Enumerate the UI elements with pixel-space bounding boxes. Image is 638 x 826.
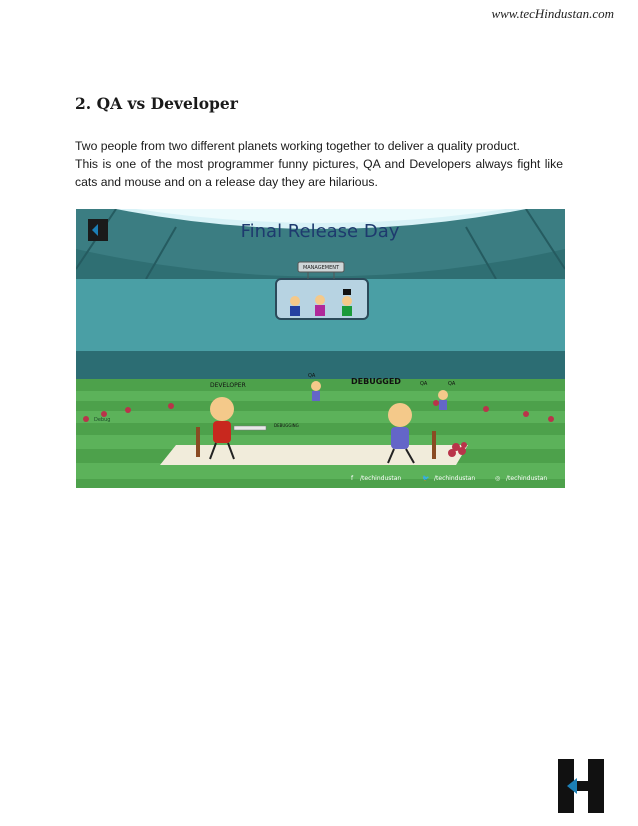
social-handle: /techindustan xyxy=(434,475,476,482)
twitter-icon: 🐦 xyxy=(422,475,430,482)
social-handle: /techindustan xyxy=(360,475,402,482)
social-handle: /techindustan xyxy=(506,475,548,482)
qa-label-2: QA xyxy=(420,381,428,387)
paragraph-1: Two people from two different planets working together to deliver a quality product. xyxy=(75,139,520,153)
brand-logo xyxy=(558,759,608,813)
comic-illustration xyxy=(76,209,565,488)
management-label: MANAGEMENT xyxy=(302,265,340,271)
instagram-icon: ◎ xyxy=(495,475,501,482)
qa-label-1: QA xyxy=(308,373,316,379)
site-url: www.tecHindustan.com xyxy=(491,6,614,21)
comic-title: Final Release Day xyxy=(240,221,400,242)
section-body xyxy=(75,137,563,191)
paragraph-2: This is one of the most programmer funny pictures, QA and Developers always fight like cats and mouse and on a release day they are hilarious. xyxy=(75,157,563,189)
section-title: 2. QA vs Developer xyxy=(75,94,238,113)
debugging-label: DEBUGGING xyxy=(274,423,299,428)
comic-logo-icon xyxy=(88,219,108,241)
debug-text: Debug xyxy=(94,417,111,423)
qa-label-3: QA xyxy=(448,381,456,387)
developer-label: DEVELOPER xyxy=(210,382,246,389)
debugged-label: DEBUGGED xyxy=(351,377,401,386)
facebook-icon: f xyxy=(351,475,354,482)
